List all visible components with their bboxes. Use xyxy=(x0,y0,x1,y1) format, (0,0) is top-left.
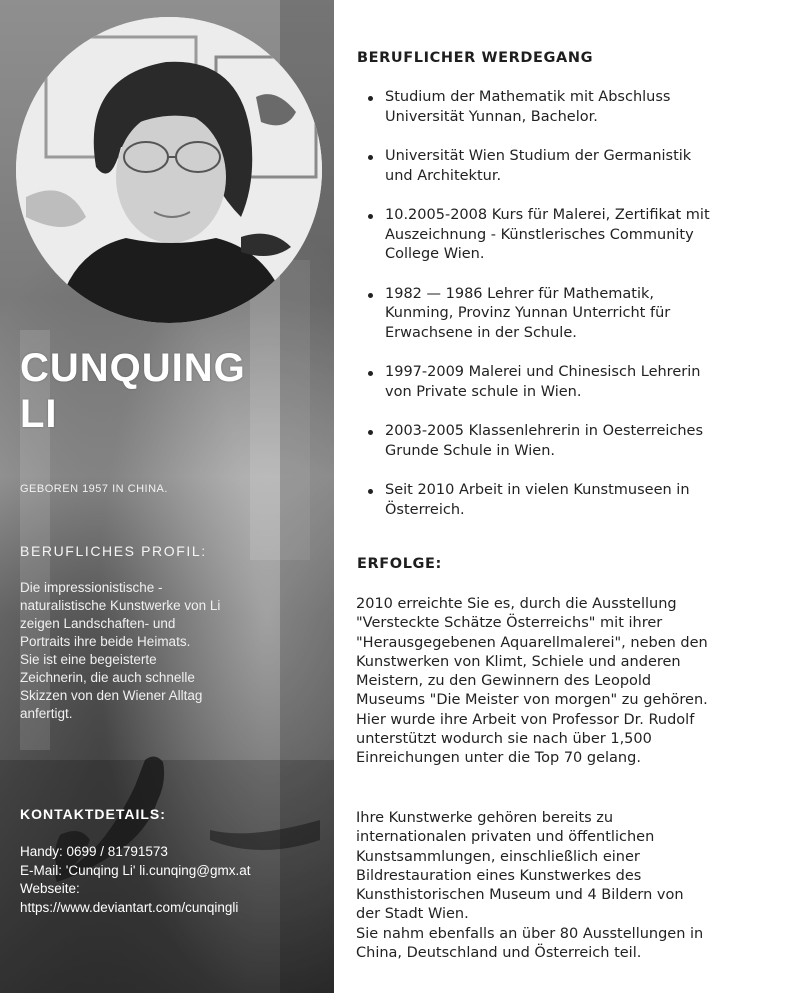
career-line: Universität Yunnan, Bachelor. xyxy=(385,108,598,125)
career-item xyxy=(366,147,794,186)
career-line: Seit 2010 Arbeit in vielen Kunstmuseen in xyxy=(385,482,690,498)
email-address[interactable]: E-Mail: 'Cunqing Li' li.cunqing@gmx.at xyxy=(20,862,251,878)
profile-line: Skizzen von den Wiener Alltag xyxy=(20,688,203,703)
achievements-paragraph-1 xyxy=(356,595,796,769)
career-item xyxy=(366,206,794,265)
career-line: Österreich. xyxy=(385,501,465,518)
paragraph-line: Hier wurde ihre Arbeit von Professor Dr. Rudolf xyxy=(356,711,695,728)
career-line: Studium der Mathematik mit Abschluss xyxy=(385,89,671,105)
paragraph-line: Kunsthistorischen Museum und 4 Bildern von xyxy=(356,887,684,904)
name-line-1: CUNQUING xyxy=(20,346,246,390)
paragraph-line: Kunstsammlungen, einschließlich einer xyxy=(356,848,640,865)
sidebar xyxy=(0,0,334,993)
career-line: Auszeichnung - Künstlerisches Community xyxy=(385,226,694,243)
contact-details xyxy=(20,843,325,917)
paragraph-line: Einreichungen unter die Top 70 gelang. xyxy=(356,750,641,767)
achievements-heading: ERFOLGE: xyxy=(357,556,442,572)
profile-line: Zeichnerin, die auch schnelle xyxy=(20,670,195,685)
career-item xyxy=(366,285,794,344)
paragraph-line: "Herausgegebenen Aquarellmalerei", neben den xyxy=(356,634,708,651)
career-line: 2003-2005 Klassenlehrerin in Oesterreiches xyxy=(385,423,704,439)
career-line: Universität Wien Studium der Germanistik xyxy=(385,148,692,164)
portrait-image xyxy=(16,17,322,323)
profile-line: zeigen Landschaften- und xyxy=(20,616,176,631)
achievements-paragraph-2 xyxy=(356,809,796,963)
career-line: Kunming, Provinz Yunnan Unterricht für xyxy=(385,305,671,321)
paragraph-line: Kunstwerken von Klimt, Schiele und anderen xyxy=(356,653,681,670)
profile-photo xyxy=(16,17,322,323)
website-link[interactable]: https://www.deviantart.com/cunqingli xyxy=(20,899,239,915)
paragraph-line: "Versteckte Schätze Österreichs" mit ihrer xyxy=(356,615,663,632)
paragraph-line: Sie nahm ebenfalls an über 80 Ausstellungen in xyxy=(356,925,704,942)
profile-line: naturalistische Kunstwerke von Li xyxy=(20,598,221,613)
paragraph-line: internationalen privaten und öffentlichen xyxy=(356,829,655,846)
paragraph-line: Meistern, zu den Gewinnern des Leopold xyxy=(356,673,652,690)
career-item xyxy=(366,88,794,127)
career-line: 10.2005-2008 Kurs für Malerei, Zertifikat mit xyxy=(385,207,710,223)
career-line: College Wien. xyxy=(385,246,485,262)
career-item xyxy=(366,363,794,402)
paragraph-line: Bildrestauration eines Kunstwerkes des xyxy=(356,867,642,884)
career-item xyxy=(366,481,794,520)
paragraph-line: Museums "Die Meister von morgen" zu gehören. xyxy=(356,692,708,709)
career-line: von Private schule in Wien. xyxy=(385,383,582,400)
person-name xyxy=(20,345,320,437)
career-list xyxy=(366,88,794,520)
career-line: Grunde Schule in Wien. xyxy=(385,442,556,459)
profile-line: Die impressionistische - xyxy=(20,580,163,595)
career-item xyxy=(366,422,794,461)
profile-line: anfertigt. xyxy=(20,706,73,721)
paragraph-line: China, Deutschland und Österreich teil. xyxy=(356,945,642,962)
career-heading: BERUFLICHER WERDEGANG xyxy=(357,50,594,66)
birth-info: GEBOREN 1957 IN CHINA. xyxy=(20,483,168,495)
paragraph-line: 2010 erreichte Sie es, durch die Ausstellung xyxy=(356,596,677,612)
website-label: Webseite: xyxy=(20,881,80,896)
phone-number: Handy: 0699 / 81791573 xyxy=(20,844,168,859)
career-line: 1997-2009 Malerei und Chinesisch Lehrerin xyxy=(385,364,701,380)
profile-line: Sie ist eine begeisterte xyxy=(20,652,157,667)
contact-heading: KONTAKTDETAILS: xyxy=(20,806,166,822)
paragraph-line: der Stadt Wien. xyxy=(356,906,469,923)
name-line-2: LI xyxy=(20,392,58,436)
profile-text xyxy=(20,579,310,723)
paragraph-line: unterstützt wodurch sie nach über 1,500 xyxy=(356,731,652,748)
profile-heading: BERUFLICHES PROFIL: xyxy=(20,543,207,559)
career-line: Erwachsene in der Schule. xyxy=(385,324,577,341)
career-line: und Architektur. xyxy=(385,167,502,184)
paragraph-line: Ihre Kunstwerke gehören bereits zu xyxy=(356,810,614,826)
main-content xyxy=(334,0,800,993)
career-line: 1982 — 1986 Lehrer für Mathematik, xyxy=(385,285,654,302)
profile-line: Portraits ihre beide Heimats. xyxy=(20,634,191,649)
